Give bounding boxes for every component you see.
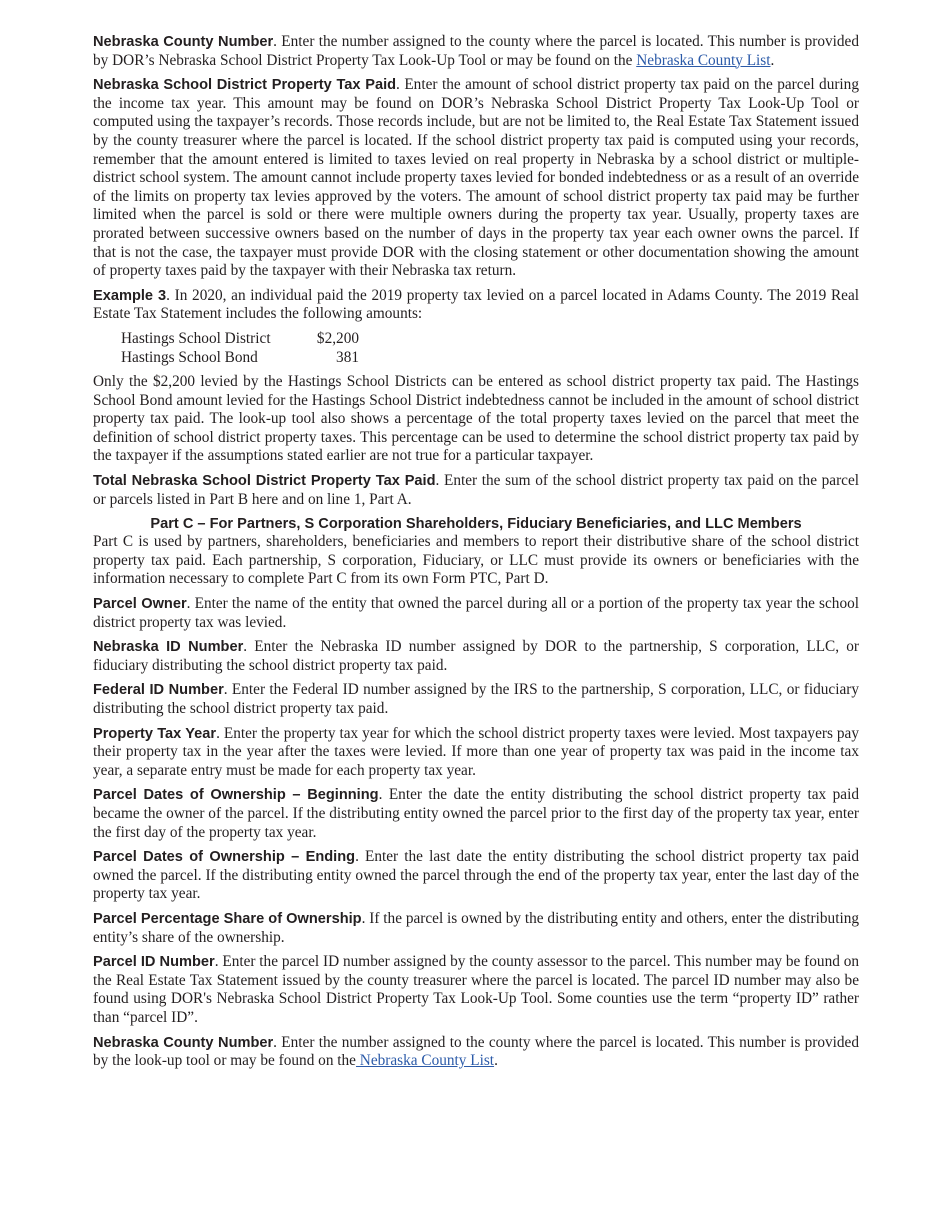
property-tax-year-text: . Enter the property tax year for which the school district property taxes were levied. Most taxpayers pay their property tax in the year after the taxes were levied. If more than one year of property tax was paid in the income tax year, a separate entry must be made for each property tax year. (93, 724, 859, 779)
parcel-id-paragraph (93, 953, 859, 1027)
county-number-end: . (770, 51, 775, 69)
county-number-2-paragraph (93, 1034, 859, 1071)
federal-id-paragraph (93, 681, 859, 718)
nebraska-id-text: . Enter the Nebraska ID number assigned by DOR to the partnership, S corporation, LLC, or fiduciary distributing the school district property tax paid. (93, 638, 859, 674)
dates-beginning-text: . Enter the date the entity distributing the school district property tax paid became the owner of the parcel. If the distributing entity owned the parcel prior to the first day of the property tax year, enter the first day of the property tax year. (93, 786, 859, 841)
amount-label: Hastings School Bond (121, 348, 258, 366)
county-number-text: . Enter the number assigned to the county where the parcel is located. This number is provided by DOR’s Nebraska School District Property Tax Look-Up Tool or may be found on the (93, 33, 859, 69)
part-c-intro-paragraph: Part C is used by partners, shareholders, beneficiaries and members to report their distributive share of the school district property tax paid. Each partnership, S corporation, Fiduciary, or LLC must provide its owners or beneficiaries with the information necessary to complete Part C from its own Form PTC, Part D. (93, 533, 859, 588)
total-paid-text: . Enter the sum of the school district property tax paid on the parcel or parcels listed in Part B here and on line 1, Part A. (93, 472, 859, 508)
county-number-2-end: . (494, 1052, 498, 1070)
table-row (121, 349, 359, 368)
nebraska-id-term: Nebraska ID Number (93, 639, 244, 656)
parcel-id-term: Parcel ID Number (93, 954, 215, 971)
example-3-amounts-table (121, 330, 359, 367)
table-row (121, 330, 359, 349)
nebraska-county-list-link[interactable]: Nebraska County List (636, 51, 771, 69)
parcel-owner-paragraph (93, 595, 859, 632)
school-tax-paid-term: Nebraska School District Property Tax Paid (93, 77, 397, 94)
county-number-2-term: Nebraska County Number (93, 1034, 274, 1051)
nebraska-id-paragraph (93, 638, 859, 675)
dates-beginning-paragraph (93, 786, 859, 842)
percentage-share-paragraph (93, 910, 859, 947)
dates-beginning-term: Parcel Dates of Ownership – Beginning (93, 787, 379, 804)
county-number-paragraph (93, 33, 859, 70)
property-tax-year-paragraph (93, 725, 859, 781)
total-paid-term: Total Nebraska School District Property Tax Paid (93, 473, 436, 490)
percentage-share-term: Parcel Percentage Share of Ownership (93, 910, 362, 927)
example-3-term: Example 3 (93, 287, 167, 304)
document-page (93, 33, 859, 1077)
example-3-followup-paragraph: Only the $2,200 levied by the Hastings School Districts can be entered as school district property tax paid. The Hastings School Bond amount levied for the Hastings School District indebtedness cannot be included in the amount of school district property tax paid. The look-up tool also shows a percentage of the total property taxes levied on the parcel that meet the definition of school district property taxes. This percentage can be used to determine the school district property tax paid by the taxpayer if the assumptions stated earlier are not true for a particular taxpayer. (93, 373, 859, 465)
county-number-term: Nebraska County Number (93, 34, 274, 50)
amount-value: $2,200 (316, 329, 359, 347)
dates-ending-text: . Enter the last date the entity distributing the school district property tax paid owned the parcel. If the distributing entity owned the parcel through the end of the property tax year, enter the last day of the property tax year. (93, 848, 860, 903)
amount-label: Hastings School District (121, 329, 271, 347)
federal-id-term: Federal ID Number (93, 682, 224, 699)
parcel-owner-text: . Enter the name of the entity that owned the parcel during all or a portion of the property tax year the school district property tax was levied. (93, 595, 859, 631)
parcel-id-text: . Enter the parcel ID number assigned by the county assessor to the parcel. This number may be found on the Real Estate Tax Statement issued by the county treasurer where the parcel is located. The parcel ID number may also be found using DOR's Nebraska School District Property Tax Look-Up Tool. Some counties use the term “property ID” rather than “parcel ID”. (93, 953, 859, 1026)
parcel-owner-term: Parcel Owner (93, 596, 187, 613)
dates-ending-term: Parcel Dates of Ownership – Ending (93, 849, 356, 866)
part-c-heading: Part C – For Partners, S Corporation Shareholders, Fiduciary Beneficiaries, and LLC Members (150, 516, 802, 533)
county-number-2-text: . Enter the number assigned to the county where the parcel is located. This number is provided by the look-up tool or may be found on the (93, 1033, 859, 1070)
school-tax-paid-paragraph (93, 76, 859, 281)
example-3-paragraph (93, 287, 859, 324)
property-tax-year-term: Property Tax Year (93, 725, 217, 742)
school-tax-paid-text: . Enter the amount of school district property tax paid on the parcel during the income tax year. This amount may be found on DOR’s Nebraska School District Property Tax Look-Up Tool or computed using the taxpayer’s records. Those records include, but are not be limited to, the Real Estate Tax Statement issued by the county treasurer where the parcel is located. If the school district property tax paid is computed using your records, remember that the amount entered is limited to taxes levied on real property in Nebraska by a school district or multiple-district school system. The amount cannot include property taxes levied for bonded indebtedness or as a result of an override of the limits on property tax levies approved by the voters. The amount of school district property tax paid may be further limited when the parcel is sold or there were multiple owners during the property tax year. Usually, property taxes are prorated between successive owners based on the number of days in the property tax year each owner owns the parcel. If that is not the case, the taxpayer must provide DOR with the closing statement or other documentation showing the amount of property taxes paid by the taxpayer with their Nebraska tax return. (93, 76, 859, 280)
dates-ending-paragraph (93, 848, 859, 904)
federal-id-text: . Enter the Federal ID number assigned by the IRS to the partnership, S corporation, LLC, or fiduciary distributing the school district property tax paid. (93, 681, 859, 717)
total-paid-paragraph (93, 472, 859, 509)
example-3-text: . In 2020, an individual paid the 2019 property tax levied on a parcel located in Adams County. The 2019 Real Estate Tax Statement includes the following amounts: (93, 286, 860, 323)
nebraska-county-list-link-2[interactable]: Nebraska County List (355, 1052, 495, 1070)
amount-value: 381 (336, 348, 359, 366)
percentage-share-text: . If the parcel is owned by the distributing entity and others, enter the distributing entity’s share of the ownership. (93, 909, 859, 946)
